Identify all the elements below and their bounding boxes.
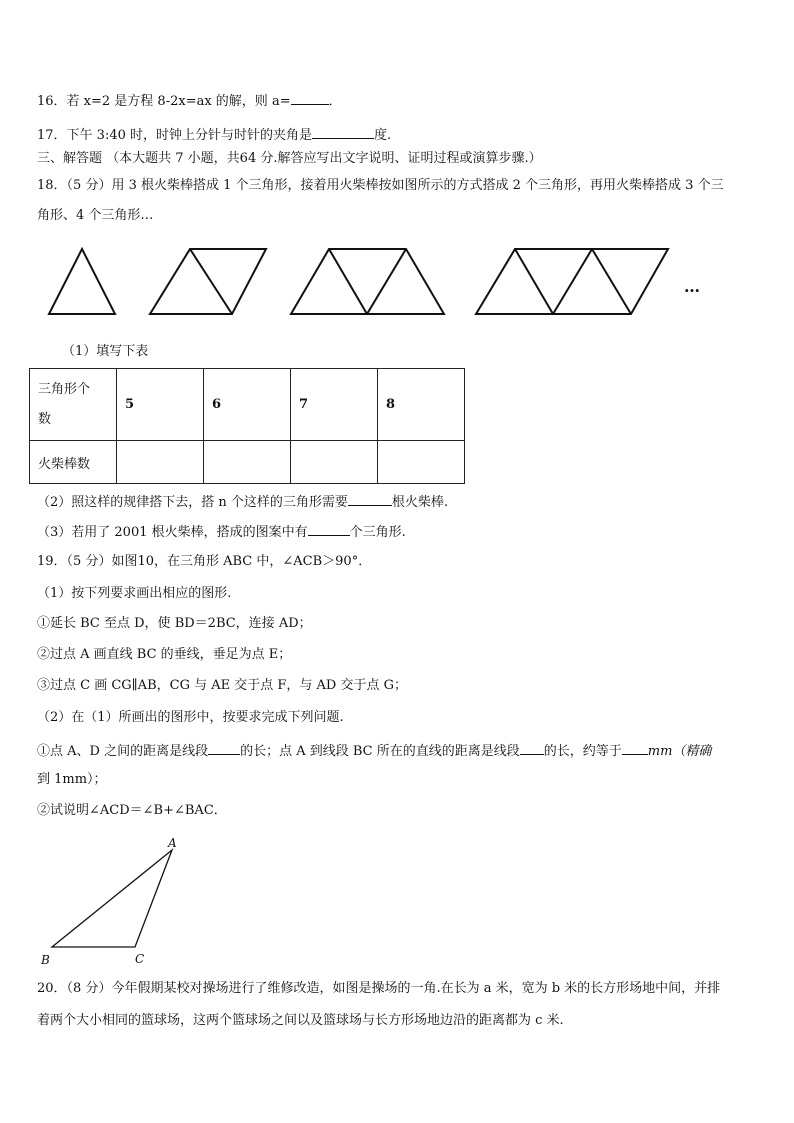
q19-q1-text-d: mm（精确 — [647, 744, 712, 759]
matchstick-table — [29, 368, 465, 484]
triangle-figure-1 — [49, 249, 115, 314]
triangle-abc-figure — [52, 850, 172, 947]
q19-question1 — [37, 740, 711, 761]
q18-part2-suffix: 根火柴棒. — [391, 495, 449, 510]
q18-line2: 角形、4 个三角形… — [37, 208, 154, 223]
q16-suffix: ． — [328, 94, 342, 109]
q19-question1-line2: 到 1mm）； — [37, 772, 107, 787]
table-header-triangle-count — [30, 369, 117, 441]
q19-blank-mm[interactable] — [622, 740, 648, 755]
table-row-triangles — [30, 369, 465, 441]
section-header: 三、解答题 （本大题共 7 小题，共64 分.解答应写出文字说明、证明过程或演算步骤.） — [37, 151, 542, 166]
q18-part2-text: （2）照这样的规律搭下去，搭 n 个这样的三角形需要 — [37, 495, 348, 510]
q20-line2: 着两个大小相同的篮球场，这两个篮球场之间以及篮球场与长方形场地边沿的距离都为 c 米. — [37, 1013, 564, 1028]
table-answer-cell[interactable] — [117, 441, 204, 484]
q17-suffix: 度. — [374, 128, 392, 143]
vertex-label-b: B — [41, 953, 50, 967]
triangle-figure-4 — [476, 249, 668, 314]
q18-part3-text: （3）若用了 2001 根火柴棒，搭成的图案中有 — [37, 525, 308, 540]
q18-part3 — [37, 521, 406, 542]
q18-part1: （1）填写下表 — [62, 344, 149, 359]
q18-part3-suffix: 个三角形. — [349, 525, 406, 540]
q19-blank-ae[interactable] — [520, 740, 544, 755]
q17-text: 17．下午 3:40 时，时钟上分针与时针的夹角是 — [37, 128, 312, 143]
table-cell-count-6: 6 — [204, 369, 291, 441]
q19-step2: ②过点 A 画直线 BC 的垂线，垂足为点 E； — [37, 647, 292, 662]
q16-text: 16．若 x=2 是方程 8-2x=ax 的解，则 a= — [37, 94, 291, 109]
q19-question2: ②试说明∠ACD＝∠B+∠BAC． — [37, 803, 227, 818]
table-cell-count-8: 8 — [378, 369, 465, 441]
table-answer-cell[interactable] — [291, 441, 378, 484]
table-cell-count-7: 7 — [291, 369, 378, 441]
q18-part2 — [37, 491, 448, 512]
q19-part2: （2）在（1）所画出的图形中，按要求完成下列问题. — [37, 710, 344, 725]
header-label-part2: 数 — [38, 411, 52, 427]
triangle-figure-2 — [150, 249, 266, 314]
q19-blank-ad[interactable] — [208, 740, 240, 755]
pattern-ellipsis: … — [684, 277, 700, 296]
q19-title: 19．（5 分）如图10，在三角形 ABC 中，∠ACB＞90°． — [37, 554, 372, 569]
q18-part2-blank[interactable] — [348, 491, 392, 506]
triangle-figure-3 — [291, 249, 444, 314]
q19-q1-text-c: 的长，约等于 — [543, 744, 622, 759]
q18-part3-blank[interactable] — [308, 521, 350, 536]
table-answer-cell[interactable] — [378, 441, 465, 484]
q19-step3: ③过点 C 画 CG∥AB，CG 与 AE 交于点 F，与 AD 交于点 G； — [37, 678, 407, 693]
vertex-label-a: A — [168, 836, 177, 850]
header-label-part1: 三角形个 — [38, 381, 91, 397]
table-header-matchsticks: 火柴棒数 — [30, 441, 117, 484]
q20-line1: 20．（8 分）今年假期某校对操场进行了维修改造，如图是操场的一角.在长为 a 米，宽为 b 米的长方形场地中间，并排 — [37, 981, 721, 996]
vertex-label-c: C — [135, 952, 145, 966]
table-cell-count-5: 5 — [117, 369, 204, 441]
table-answer-cell[interactable] — [204, 441, 291, 484]
q18-line1: 18．（5 分）用 3 根火柴棒搭成 1 个三角形，接着用火柴棒按如图所示的方式搭成 2 个三角形，再用火柴棒搭成 3 个三 — [37, 178, 724, 193]
q19-q1-text-a: ①点 A、D 之间的距离是线段 — [37, 744, 209, 759]
table-row-matchsticks — [30, 441, 465, 484]
q19-part1: （1）按下列要求画出相应的图形. — [37, 586, 232, 601]
q19-q1-text-b: 的长；点 A 到线段 BC 所在的直线的距离是线段 — [240, 744, 520, 759]
q19-step1: ①延长 BC 至点 D，使 BD＝2BC，连接 AD； — [37, 616, 312, 631]
